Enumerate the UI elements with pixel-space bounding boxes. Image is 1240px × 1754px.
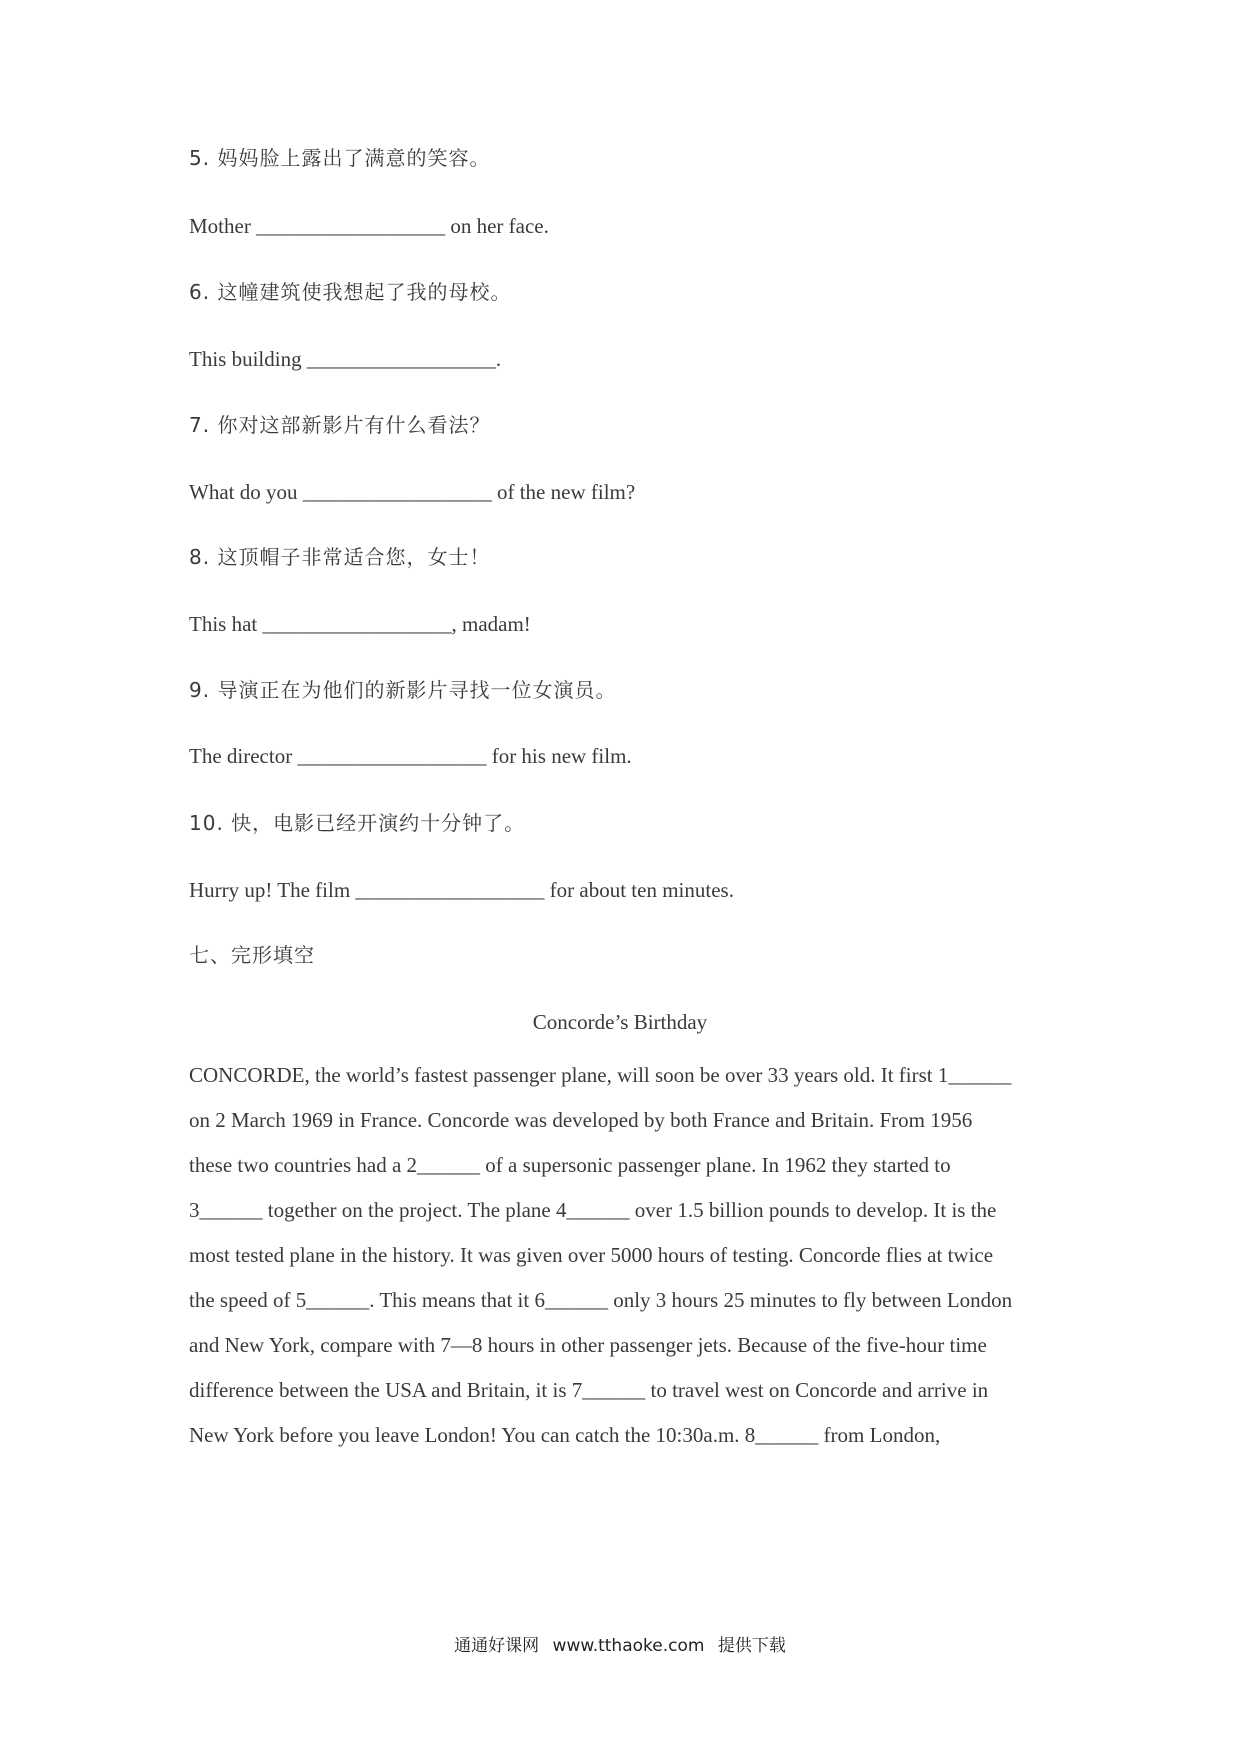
exercise-9-english: The director __________________ for his new film.: [189, 744, 632, 768]
passage-line: 3______ together on the project. The plane 4______ over 1.5 billion pounds to develop. It is the: [189, 1198, 997, 1222]
passage-body: [189, 1053, 1059, 1458]
exercise-7-english: What do you __________________ of the new film?: [189, 480, 636, 504]
exercise-10-english: Hurry up! The film __________________ for about ten minutes.: [189, 878, 734, 902]
exercise-6-chinese: 6. 这幢建筑使我想起了我的母校。: [189, 280, 512, 304]
exercise-10-chinese: 10. 快，电影已经开演约十分钟了。: [189, 811, 526, 835]
footer-site-name: 通通好课网: [454, 1636, 540, 1656]
exercise-8-chinese: 8. 这顶帽子非常适合您，女士！: [189, 545, 491, 569]
exercise-5-chinese: 5. 妈妈脸上露出了满意的笑容。: [189, 146, 491, 170]
passage-title: Concorde’s Birthday: [532, 1010, 708, 1034]
passage-line: CONCORDE, the world’s fastest passenger plane, will soon be over 33 years old. It first 1______: [189, 1063, 1012, 1087]
exercise-8-english: This hat __________________, madam!: [189, 612, 531, 636]
passage-line: most tested plane in the history. It was given over 5000 hours of testing. Concorde flies at twice: [189, 1243, 994, 1267]
exercise-6-english: This building __________________.: [189, 347, 502, 371]
passage-line: New York before you leave London! You can catch the 10:30a.m. 8______ from London,: [189, 1423, 941, 1447]
exercise-5-english: Mother __________________ on her face.: [189, 214, 549, 238]
page-footer: [0, 1634, 1240, 1658]
passage-line: these two countries had a 2______ of a supersonic passenger plane. In 1962 they started to: [189, 1153, 951, 1177]
section-heading: 七、完形填空: [189, 943, 315, 967]
passage-line: and New York, compare with 7—8 hours in other passenger jets. Because of the five-hour time: [189, 1333, 987, 1357]
passage-line: the speed of 5______. This means that it 6______ only 3 hours 25 minutes to fly between London: [189, 1288, 1013, 1312]
exercise-7-chinese: 7. 你对这部新影片有什么看法？: [189, 413, 491, 437]
exercise-9-chinese: 9. 导演正在为他们的新影片寻找一位女演员。: [189, 678, 617, 702]
passage-line: on 2 March 1969 in France. Concorde was developed by both France and Britain. From 1956: [189, 1108, 973, 1132]
footer-note: 提供下载: [717, 1636, 786, 1656]
footer-url-link[interactable]: www.tthaoke.com: [552, 1636, 705, 1656]
passage-line: difference between the USA and Britain, it is 7______ to travel west on Concorde and arrive in: [189, 1378, 989, 1402]
